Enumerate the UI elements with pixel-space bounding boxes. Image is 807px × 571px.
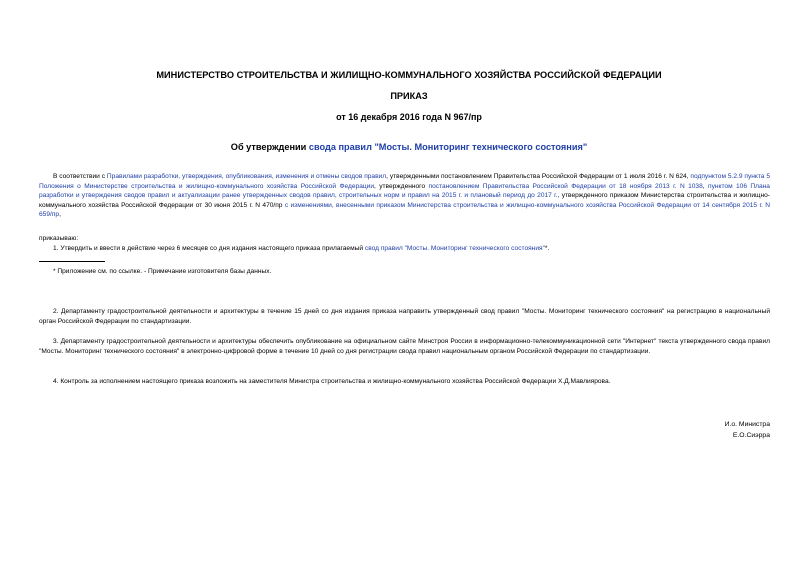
date-number: от 16 декабря 2016 года N 967/пр xyxy=(336,112,482,122)
intro-link-rules[interactable]: Правилами разработки, утверждения, опубликования, изменения и отмены сводов правил xyxy=(106,173,387,180)
title-prefix: Об утверждении xyxy=(230,142,309,152)
intro-text-4: , xyxy=(702,182,708,190)
intro-text-5: , утвержденного приказом Министерства строительства и жилищно-коммунального хозяйства Российской Федерации от 30 июня 2015 г. N 470/пр xyxy=(39,192,770,209)
intro-link-plan[interactable]: пунктом 106 Плана разработки и утверждения сводов правил и актуализации ранее утвержденных сводов правил, строительных норм и правил на 2015 г. и плановый период до 2017 г. xyxy=(39,182,770,200)
order-item-3: 3. Департаменту градостроительной деятельности и архитектуры обеспечить опубликование на официальном сайте Минстроя России в информационно-телекоммуникационной сети "Интернет" текста утвержденного свода правил "Мосты. Мониторинг технического состояния" в электронно-цифровой форме в течение 10 дней со дня регистрации свода правил национальным органом Российской Федерации по стандартизации. xyxy=(39,338,770,355)
intro-link-subpoint[interactable]: подпунктом 5.2.9 пункта 5 Положения о Министерстве строительства и жилищно-коммунального хозяйства Российской Федерации xyxy=(39,173,771,190)
signature-name: Е.О.Сиэрра xyxy=(732,432,770,439)
signature-position: И.о. Министра xyxy=(724,421,770,428)
item1-link[interactable]: свод правил "Мосты. Мониторинг технического состояния" xyxy=(364,245,545,252)
item1-end: *. xyxy=(544,245,550,252)
footnote-divider xyxy=(39,261,105,262)
order-item-1 xyxy=(39,244,770,254)
intro-text-2: , утвержденными постановлением Правительства Российской Федерации от 1 июля 2016 г. N 624, xyxy=(386,173,691,180)
ministry-heading: МИНИСТЕРСТВО СТРОИТЕЛЬСТВА И ЖИЛИЩНО-КОММУНАЛЬНОГО ХОЗЯЙСТВА РОССИЙСКОЙ ФЕДЕРАЦИИ xyxy=(156,70,662,80)
intro-paragraph xyxy=(39,172,770,220)
intro-text-6: , xyxy=(59,211,61,219)
title-link[interactable]: свода правил "Мосты. Мониторинг технического состояния" xyxy=(308,142,588,152)
intro-text-3: , утвержденного xyxy=(374,182,429,190)
doc-type-heading: ПРИКАЗ xyxy=(390,91,428,101)
intro-link-resolution[interactable]: постановлением Правительства Российской Федерации от 18 ноября 2013 г. N 1038 xyxy=(428,182,703,190)
order-label: приказываю: xyxy=(39,235,79,242)
order-item-4: 4. Контроль за исполнением настоящего приказа возложить на заместителя Министра строительства и жилищно-коммунального хозяйства Российской Федерации Х.Д.Мавлиярова. xyxy=(53,378,611,385)
footnote: * Приложение см. по ссылке. - Примечание изготовителя базы данных. xyxy=(53,268,272,275)
order-item-2: 2. Департаменту градостроительной деятельности и архитектуры в течение 15 дней со дня издания приказа направить утвержденный свод правил "Мосты. Мониторинг технического состояния" на регистрацию в национальный орган Российской Федерации по стандартизации. xyxy=(39,308,770,325)
intro-link-amendments[interactable]: с изменениями, внесенными приказом Министерства строительства и жилищно-коммунального хозяйства Российской Федерации от 14 сентября 2015 г. N 659/пр xyxy=(39,201,770,219)
item1-text: 1. Утвердить и ввести в действие через 6 месяцев со дня издания настоящего приказа прилагаемый xyxy=(53,245,365,252)
intro-text-1: В соответствии с xyxy=(53,173,107,180)
document-title xyxy=(0,142,807,152)
